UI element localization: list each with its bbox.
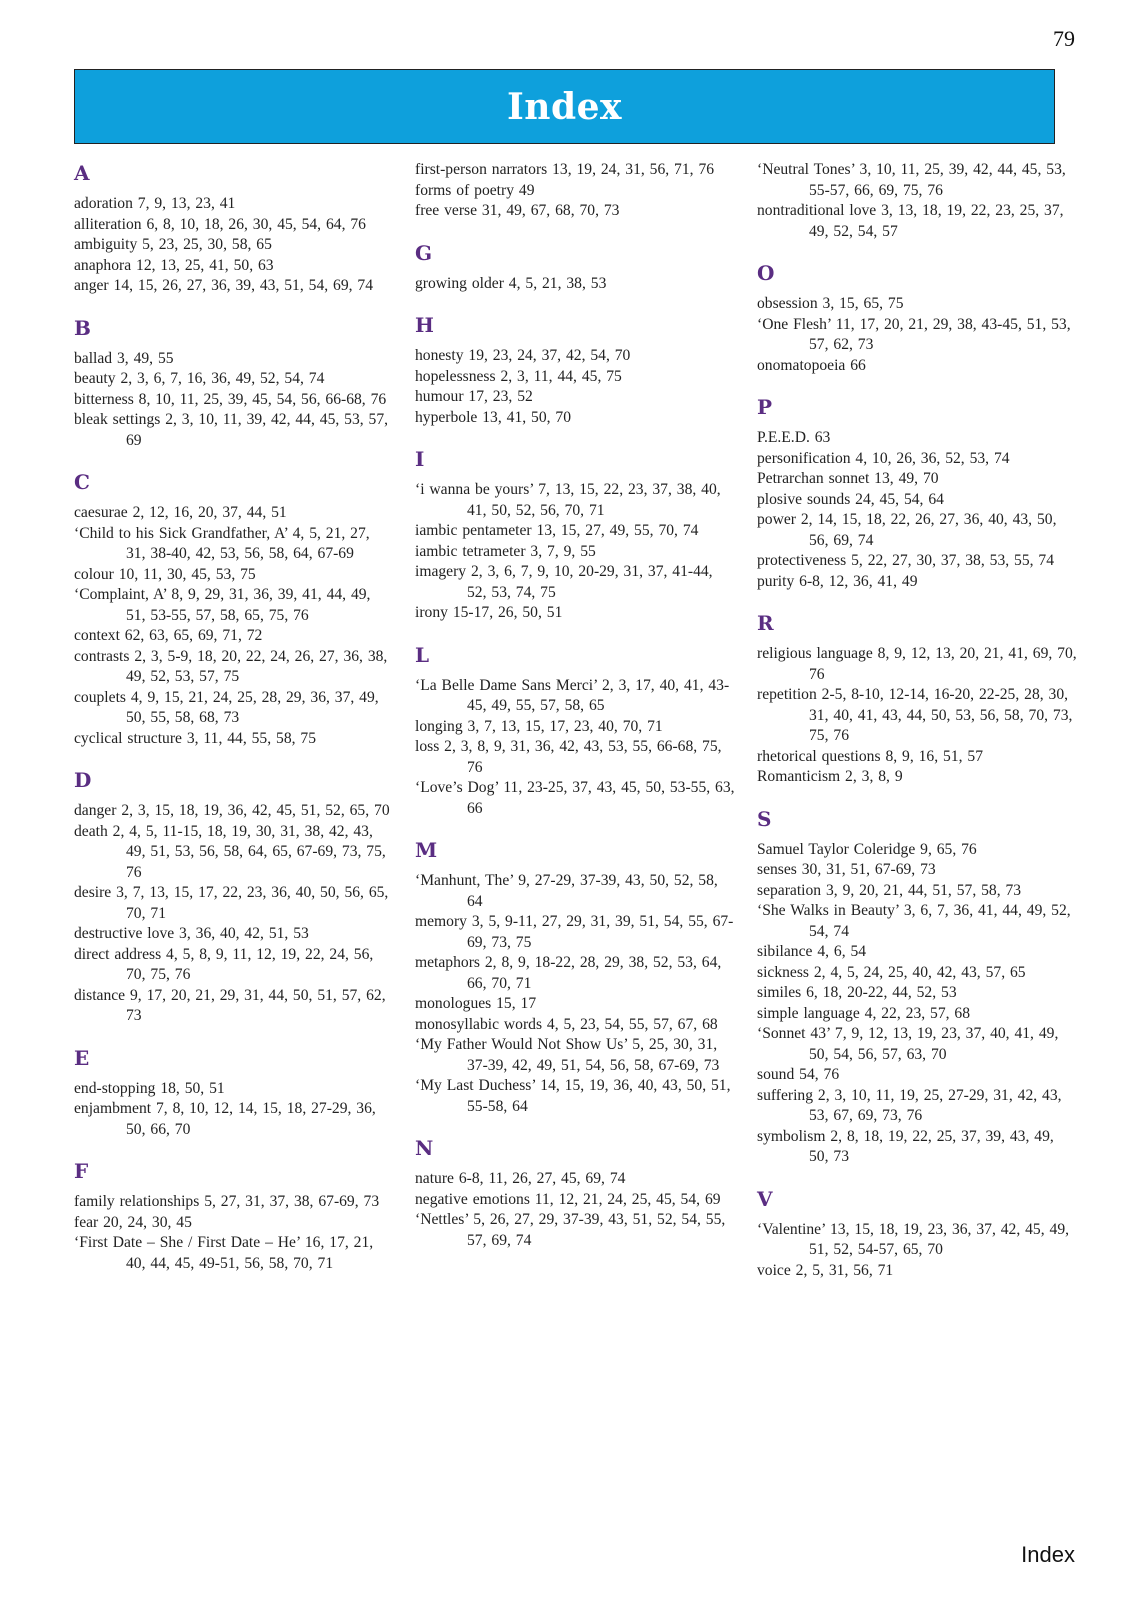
index-entry: iambic tetrameter 3, 7, 9, 55 xyxy=(415,542,596,560)
letter-group-l xyxy=(415,642,735,820)
letter-group-r xyxy=(757,610,1077,788)
page-number: 79 xyxy=(1053,26,1075,51)
index-entry: fear 20, 24, 30, 45 xyxy=(74,1213,192,1231)
index-entry: enjambment 7, 8, 10, 12, 14, 15, 18, 27-29, 36, 50, 66, 70 xyxy=(74,1100,376,1138)
letter-heading: R xyxy=(757,611,774,635)
index-entry: symbolism 2, 8, 18, 19, 22, 25, 37, 39, 43, 49, 50, 73 xyxy=(757,1127,1054,1165)
index-entry: hyperbole 13, 41, 50, 70 xyxy=(415,408,572,426)
index-entry: Samuel Taylor Coleridge 9, 65, 76 xyxy=(757,840,977,858)
letter-heading: G xyxy=(415,240,433,265)
letter-group-c xyxy=(74,469,394,749)
index-entry: anger 14, 15, 26, 27, 36, 39, 43, 51, 54, 69, 74 xyxy=(74,277,374,294)
index-entry: ‘i wanna be yours’ 7, 13, 15, 22, 23, 37, 38, 40, 41, 50, 52, 56, 70, 71 xyxy=(415,481,721,519)
index-entry: separation 3, 9, 20, 21, 44, 51, 57, 58, 73 xyxy=(757,881,1022,899)
index-entry: honesty 19, 23, 24, 37, 42, 54, 70 xyxy=(415,347,631,364)
index-entry: ‘La Belle Dame Sans Merci’ 2, 3, 17, 40, 41, 43-45, 49, 55, 57, 58, 65 xyxy=(415,676,730,714)
index-entry: Romanticism 2, 3, 8, 9 xyxy=(757,768,903,785)
index-entry: danger 2, 3, 15, 18, 19, 36, 42, 45, 51, 52, 65, 70 xyxy=(74,802,390,819)
index-column-1 xyxy=(74,160,394,1292)
index-entry: ‘Complaint, A’ 8, 9, 29, 31, 36, 39, 41, 44, 49, 51, 53-55, 57, 58, 65, 75, 76 xyxy=(74,586,371,624)
index-entry: nature 6-8, 11, 26, 27, 45, 69, 74 xyxy=(415,1170,626,1187)
letter-heading: L xyxy=(415,642,430,667)
page-title: Index xyxy=(506,85,623,128)
letter-group-continued xyxy=(757,160,1077,242)
letter-group-continued xyxy=(415,160,735,222)
letter-group-g xyxy=(415,240,735,295)
letter-group-s xyxy=(757,806,1077,1168)
index-entry: sibilance 4, 6, 54 xyxy=(757,943,867,960)
letter-heading: S xyxy=(757,806,772,831)
index-entry: metaphors 2, 8, 9, 18-22, 28, 29, 38, 52, 53, 64, 66, 70, 71 xyxy=(415,954,722,992)
index-entry: growing older 4, 5, 21, 38, 53 xyxy=(415,274,607,292)
index-entry: repetition 2-5, 8-10, 12-14, 16-20, 22-25, 28, 30, 31, 40, 41, 43, 44, 50, 53, 56, 58, 70, 73, 75, 76 xyxy=(757,686,1073,744)
index-entry: imagery 2, 3, 6, 7, 9, 10, 20-29, 31, 37, 41-44, 52, 53, 74, 75 xyxy=(415,563,713,601)
index-entry: religious language 8, 9, 12, 13, 20, 21, 41, 69, 70, 76 xyxy=(757,645,1077,683)
index-entry: obsession 3, 15, 65, 75 xyxy=(757,295,904,312)
letter-heading: C xyxy=(74,470,90,494)
index-entry: monologues 15, 17 xyxy=(415,995,537,1012)
letter-heading: N xyxy=(415,1136,434,1160)
index-entry: ‘Sonnet 43’ 7, 9, 12, 13, 19, 23, 37, 40, 41, 49, 50, 54, 56, 57, 63, 70 xyxy=(757,1025,1059,1063)
index-entry: power 2, 14, 15, 18, 22, 26, 27, 36, 40, 43, 50, 56, 69, 74 xyxy=(757,511,1057,549)
index-entry: negative emotions 11, 12, 21, 24, 25, 45, 54, 69 xyxy=(415,1190,721,1208)
index-entry: purity 6-8, 12, 36, 41, 49 xyxy=(757,572,918,590)
index-entry: ballad 3, 49, 55 xyxy=(74,349,174,367)
letter-heading: F xyxy=(74,1159,89,1183)
index-entry: personification 4, 10, 26, 36, 52, 53, 74 xyxy=(757,449,1010,467)
index-column-3 xyxy=(757,160,1077,1299)
index-entry: ambiguity 5, 23, 25, 30, 58, 65 xyxy=(74,236,272,253)
index-entry: senses 30, 31, 51, 67-69, 73 xyxy=(757,861,936,878)
index-entry: onomatopoeia 66 xyxy=(757,356,866,374)
footer-section-label: Index xyxy=(1021,1542,1075,1567)
index-entry: Petrarchan sonnet 13, 49, 70 xyxy=(757,470,939,487)
letter-heading: B xyxy=(74,315,91,340)
index-entry: cyclical structure 3, 11, 44, 55, 58, 75 xyxy=(74,729,317,747)
index-entry: beauty 2, 3, 6, 7, 16, 36, 49, 52, 54, 74 xyxy=(74,370,325,387)
index-entry: protectiveness 5, 22, 27, 30, 37, 38, 53, 55, 74 xyxy=(757,552,1055,569)
index-column-2 xyxy=(415,160,735,1269)
letter-heading: V xyxy=(757,1186,773,1211)
letter-heading: O xyxy=(757,261,775,285)
index-entry: memory 3, 5, 9-11, 27, 29, 31, 39, 51, 54, 55, 67-69, 73, 75 xyxy=(415,913,734,951)
letter-heading: H xyxy=(415,313,434,337)
index-entry: ‘Child to his Sick Grandfather, A’ 4, 5, 21, 27, 31, 38-40, 42, 53, 56, 58, 64, 67-69 xyxy=(74,524,370,562)
index-entry: P.E.E.D. 63 xyxy=(757,429,831,446)
letter-heading: P xyxy=(757,395,773,419)
letter-heading: D xyxy=(74,768,92,792)
index-entry: bitterness 8, 10, 11, 25, 39, 45, 54, 56, 66-68, 76 xyxy=(74,390,387,408)
index-entry: voice 2, 5, 31, 56, 71 xyxy=(757,1261,894,1279)
index-entry: irony 15-17, 26, 50, 51 xyxy=(415,604,563,621)
letter-group-p xyxy=(757,394,1077,592)
letter-group-v xyxy=(757,1186,1077,1282)
index-entry: direct address 4, 5, 8, 9, 11, 12, 19, 22, 24, 56, 70, 75, 76 xyxy=(74,945,374,983)
letter-heading: I xyxy=(415,447,425,471)
index-entry: distance 9, 17, 20, 21, 29, 31, 44, 50, 51, 57, 62, 73 xyxy=(74,986,386,1024)
index-entry: sound 54, 76 xyxy=(757,1066,840,1083)
index-entry: ‘Manhunt, The’ 9, 27-29, 37-39, 43, 50, 52, 58, 64 xyxy=(415,872,718,910)
letter-group-d xyxy=(74,767,394,1027)
index-entry: ‘Nettles’ 5, 26, 27, 29, 37-39, 43, 51, 52, 54, 55, 57, 69, 74 xyxy=(415,1211,726,1249)
index-entry: forms of poetry 49 xyxy=(415,181,535,199)
index-entry: simple language 4, 22, 23, 57, 68 xyxy=(757,1004,971,1022)
index-entry: iambic pentameter 13, 15, 27, 49, 55, 70, 74 xyxy=(415,522,699,539)
letter-group-a xyxy=(74,160,394,297)
letter-group-e xyxy=(74,1045,394,1141)
index-entry: ‘Valentine’ 13, 15, 18, 19, 23, 36, 37, 42, 45, 49, 51, 52, 54-57, 65, 70 xyxy=(757,1220,1070,1258)
index-entry: anaphora 12, 13, 25, 41, 50, 63 xyxy=(74,256,274,274)
index-entry: humour 17, 23, 52 xyxy=(415,388,533,405)
index-entry: contrasts 2, 3, 5-9, 18, 20, 22, 24, 26, 27, 36, 38, 49, 52, 53, 57, 75 xyxy=(74,647,388,685)
index-entry: bleak settings 2, 3, 10, 11, 39, 42, 44, 45, 53, 57, 69 xyxy=(74,411,389,449)
letter-group-b xyxy=(74,315,394,452)
index-entry: destructive love 3, 36, 40, 42, 51, 53 xyxy=(74,925,309,942)
letter-heading: E xyxy=(74,1045,90,1070)
index-entry: ‘My Father Would Not Show Us’ 5, 25, 30, 31, 37-39, 42, 49, 51, 54, 56, 58, 67-69, 73 xyxy=(415,1036,720,1074)
index-entry: sickness 2, 4, 5, 24, 25, 40, 42, 43, 57, 65 xyxy=(757,963,1026,981)
index-entry: end-stopping 18, 50, 51 xyxy=(74,1079,225,1097)
letter-group-i xyxy=(415,446,735,624)
index-entry: ‘Love’s Dog’ 11, 23-25, 37, 43, 45, 50, 53-55, 63, 66 xyxy=(415,779,735,817)
index-entry: ‘Neutral Tones’ 3, 10, 11, 25, 39, 42, 44, 45, 53, 55-57, 66, 69, 75, 76 xyxy=(757,161,1066,199)
index-entry: couplets 4, 9, 15, 21, 24, 25, 28, 29, 36, 37, 49, 50, 55, 58, 68, 73 xyxy=(74,688,379,726)
letter-group-h xyxy=(415,312,735,428)
index-entry: first-person narrators 13, 19, 24, 31, 56, 71, 76 xyxy=(415,161,715,178)
letter-heading: A xyxy=(74,161,90,185)
index-entry: context 62, 63, 65, 69, 71, 72 xyxy=(74,627,263,644)
index-entry: ‘One Flesh’ 11, 17, 20, 21, 29, 38, 43-45, 51, 53, 57, 62, 73 xyxy=(757,315,1071,353)
letter-group-o xyxy=(757,260,1077,376)
index-entry: death 2, 4, 5, 11-15, 18, 19, 30, 31, 38, 42, 43, 49, 51, 53, 56, 58, 64, 65, 67-69, 73, 75, 76 xyxy=(74,822,386,881)
index-banner xyxy=(74,69,1055,144)
index-entry: adoration 7, 9, 13, 23, 41 xyxy=(74,195,236,212)
index-entry: alliteration 6, 8, 10, 18, 26, 30, 45, 54, 64, 76 xyxy=(74,215,366,233)
letter-heading: M xyxy=(415,838,438,862)
index-entry: plosive sounds 24, 45, 54, 64 xyxy=(757,490,944,508)
letter-group-m xyxy=(415,837,735,1117)
index-entry: suffering 2, 3, 10, 11, 19, 25, 27-29, 31, 42, 43, 53, 67, 69, 73, 76 xyxy=(757,1086,1062,1124)
index-entry: hopelessness 2, 3, 11, 44, 45, 75 xyxy=(415,367,622,385)
index-entry: similes 6, 18, 20-22, 44, 52, 53 xyxy=(757,984,957,1001)
index-entry: loss 2, 3, 8, 9, 31, 36, 42, 43, 53, 55, 66-68, 75, 76 xyxy=(415,738,722,776)
index-entry: caesurae 2, 12, 16, 20, 37, 44, 51 xyxy=(74,504,287,521)
index-entry: colour 10, 11, 30, 45, 53, 75 xyxy=(74,565,256,583)
index-entry: desire 3, 7, 13, 15, 17, 22, 23, 36, 40, 50, 56, 65, 70, 71 xyxy=(74,884,389,922)
letter-group-f xyxy=(74,1158,394,1274)
index-columns xyxy=(74,160,1077,1540)
index-entry: family relationships 5, 27, 31, 37, 38, 67-69, 73 xyxy=(74,1193,380,1210)
index-entry: ‘My Last Duchess’ 14, 15, 19, 36, 40, 43, 50, 51, 55-58, 64 xyxy=(415,1077,731,1115)
index-entry: longing 3, 7, 13, 15, 17, 23, 40, 70, 71 xyxy=(415,717,663,735)
index-entry: ‘First Date – She / First Date – He’ 16, 17, 21, 40, 44, 45, 49-51, 56, 58, 70, 71 xyxy=(74,1234,374,1272)
index-entry: monosyllabic words 4, 5, 23, 54, 55, 57, 67, 68 xyxy=(415,1015,718,1033)
index-entry: ‘She Walks in Beauty’ 3, 6, 7, 36, 41, 44, 49, 52, 54, 74 xyxy=(757,902,1071,940)
index-entry: free verse 31, 49, 67, 68, 70, 73 xyxy=(415,202,620,219)
index-entry: rhetorical questions 8, 9, 16, 51, 57 xyxy=(757,747,984,765)
index-entry: nontraditional love 3, 13, 18, 19, 22, 23, 25, 37, 49, 52, 54, 57 xyxy=(757,202,1064,240)
letter-group-n xyxy=(415,1135,735,1251)
